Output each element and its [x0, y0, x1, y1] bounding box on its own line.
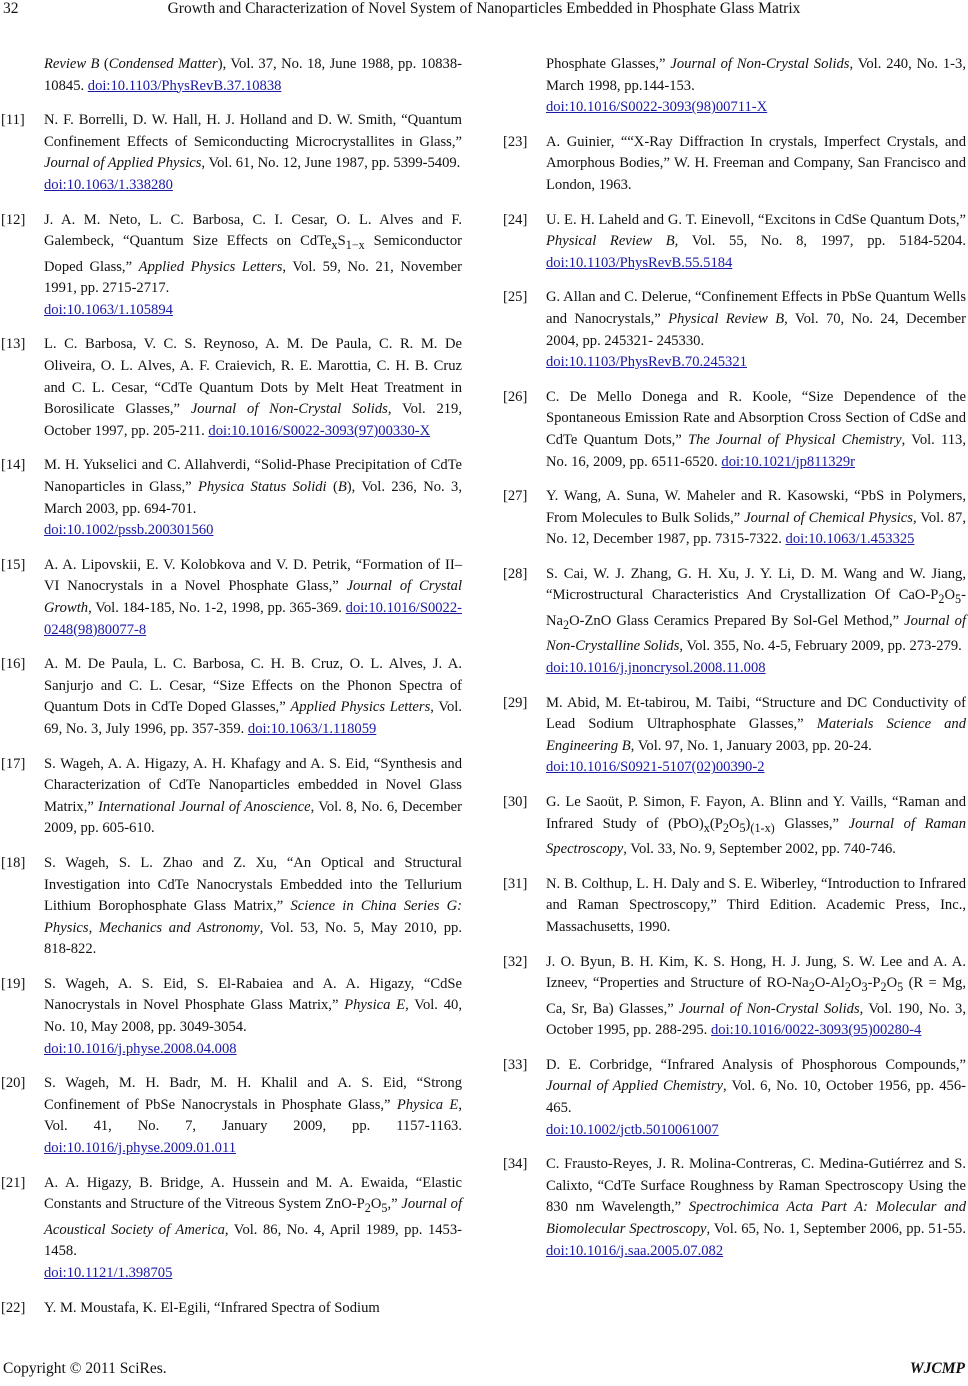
- reference-entry: [0, 654, 462, 740]
- copyright-notice: Copyright © 2011 SciRes.: [3, 1360, 167, 1377]
- citation-text: S. Wageh, M. H. Badr, M. H. Khalil and A. S. Eid, “Strong Confinement of PbSe Nanocrystals in Phosphate Glass,” Physica E, Vol. 41, No. 7, January 2009, pp. 1157-1163.: [44, 1075, 462, 1135]
- citation-text: G. Allan and C. Delerue, “Confinement Effects in PbSe Quantum Wells and Nanocrystals,” Physical Review B, Vol. 70, No. 24, December 2004, pp. 245321- 245330.: [546, 289, 966, 349]
- reference-entry: [502, 54, 966, 119]
- citation-text: J. O. Byun, B. H. Kim, K. S. Hong, H. J. Jung, S. W. Lee and A. A. Izneev, “Properties and Structure of $RO-Na_2O-Al_2O_3-P_2O_5$ (R = Mg, Ca, Sr, Ba) Glasses,” Journal of Non-Crystal Solids, Vol. 190, No. 3, October 1995, pp. 288-295.: [546, 953, 966, 1039]
- reference-entry: [0, 110, 462, 196]
- page-number: 32: [3, 0, 19, 17]
- citation-text: D. E. Corbridge, “Infrared Analysis of Phosphorous Compounds,” Journal of Applied Chemistry, Vol. 6, No. 10, October 1956, pp. 456-465.: [546, 1056, 966, 1116]
- citation-text: A. A. Higazy, B. Bridge, A. Hussein and M. A. Ewaida, “Elastic Constants and Structure of the Vitreous System ZnO-$P_2O_5$,” Journal of Acoustical Society of America, Vol. 86, No. 4, April 1989, pp. 1453-1458.: [44, 1174, 463, 1260]
- citation-text: A. A. Lipovskii, E. V. Kolobkova and V. D. Petrik, “Formation of II–VI Nanocrystals in a Novel Phosphate Glass,” Journal of Crystal Growth, Vol. 184-185, No. 1-2, 1998, pp. 365-369.: [44, 556, 463, 616]
- reference-text: [44, 1073, 462, 1159]
- reference-number: [31]: [503, 875, 528, 892]
- reference-number: [15]: [1, 556, 26, 573]
- doi-link[interactable]: doi:10.1016/S0022-0248(98)80077-8: [44, 599, 462, 638]
- journal-abbreviation: WJCMP: [909, 1360, 965, 1377]
- doi-link[interactable]: doi:10.1016/0022-3093(95)00280-4: [710, 1022, 922, 1039]
- citation-text: M. Abid, M. Et-tabirou, M. Taibi, “Structure and DC Conductivity of Lead Sodium Ultraphosphate Glasses,” Materials Science and Engineering B, Vol. 97, No. 1, January 2003, pp. 20-24.: [546, 694, 967, 754]
- reference-number: [24]: [503, 211, 528, 228]
- citation-text: L. C. Barbosa, V. C. S. Reynoso, A. M. De Paula, C. R. M. De Oliveira, O. L. Alves, A. F. Craievich, R. E. Marottia, C. H. B. Cruz and C. L. Cesar, “CdTe Quantum Dots by Melt Heat Treatment in Borosilicate Glasses,” Journal of Non-Crystal Solids, Vol. 219, October 1997, pp. 205-211.: [44, 336, 462, 439]
- reference-text: [546, 387, 966, 473]
- reference-entry: [0, 334, 462, 442]
- reference-number: [16]: [1, 656, 26, 673]
- page-footer: [0, 1360, 968, 1386]
- reference-number: [11]: [1, 112, 25, 129]
- doi-link[interactable]: doi:10.1016/S0022-3093(98)00711-X: [546, 99, 768, 116]
- doi-link[interactable]: doi:10.1016/S0921-5107(02)00390-2: [546, 759, 765, 776]
- reference-number: [20]: [1, 1075, 26, 1092]
- citation-text: S. Wageh, A. S. Eid, S. El-Rabaiea and A. A. Higazy, “CdSe Nanocrystals in Novel Phosphate Glass Matrix,” Physica E, Vol. 40, No. 10, May 2008, pp. 3049-3054.: [44, 975, 462, 1036]
- reference-number: [25]: [503, 289, 528, 306]
- reference-entry: [502, 874, 966, 939]
- reference-number: [33]: [503, 1056, 528, 1073]
- reference-text: [546, 952, 966, 1042]
- citation-text: Y. Wang, A. Suna, W. Maheler and R. Kasowski, “PbS in Polymers, From Molecules to Bulk Solids,” Journal of Chemical Physics, Vol. 87, No. 12, December 1987, pp. 7315-7322.: [546, 488, 966, 548]
- reference-number: [13]: [1, 336, 26, 353]
- doi-link[interactable]: doi:10.1121/1.398705: [44, 1264, 173, 1281]
- reference-number: [18]: [1, 854, 26, 871]
- doi-link[interactable]: doi:10.1016/j.physe.2009.01.011: [44, 1140, 237, 1157]
- reference-text: [44, 334, 462, 442]
- reference-number: [32]: [503, 953, 528, 970]
- reference-number: [34]: [503, 1156, 528, 1173]
- citation-text: Review B (Condensed Matter), Vol. 37, No. 18, June 1988, pp. 10838-10845.: [44, 56, 462, 94]
- reference-entry: [502, 693, 966, 779]
- reference-number: [21]: [1, 1174, 26, 1191]
- doi-link[interactable]: doi:10.1063/1.453325: [785, 531, 915, 548]
- reference-number: [17]: [1, 755, 26, 772]
- citation-text: N. B. Colthup, L. H. Daly and S. E. Wiberley, “Introduction to Infrared and Raman Spectroscopy,” Third Edition. Academic Press, Inc., Massachusetts, 1990.: [546, 875, 966, 935]
- reference-entry: [502, 952, 966, 1042]
- reference-entry: [0, 1298, 462, 1320]
- reference-entry: [502, 210, 966, 275]
- doi-link[interactable]: doi:10.1063/1.338280: [44, 176, 173, 193]
- citation-text: A. Guinier, ““X-Ray Diffraction In crystals, Imperfect Crystals, and Amorphous Bodies,” W. H. Freeman and Company, San Francisco and London, 1963.: [546, 133, 966, 193]
- citation-text: C. De Mello Donega and R. Koole, “Size Dependence of the Spontaneous Emission Rate and Absorption Cross Section of CdSe and CdTe Quantum Dots,” The Journal of Physical Chemistry, Vol. 113, No. 16, 2009, pp. 6511-6520.: [546, 388, 966, 470]
- reference-entry: [502, 792, 966, 861]
- reference-entry: [0, 974, 462, 1060]
- reference-text: [44, 110, 462, 196]
- reference-number: [28]: [503, 565, 528, 582]
- reference-text: [546, 874, 966, 939]
- reference-text: [546, 287, 966, 373]
- reference-entry: [502, 486, 966, 551]
- reference-text: [0, 54, 462, 97]
- citation-text: N. F. Borrelli, D. W. Hall, H. J. Holland and D. W. Smith, “Quantum Confinement Effects of Semiconducting Microcrystallites in Glass,” Journal of Applied Physics, Vol. 61, No. 12, June 1987, pp. 5399-5409.: [44, 112, 462, 172]
- reference-text: [44, 1173, 462, 1285]
- doi-link[interactable]: doi:10.1063/1.105894: [44, 301, 173, 318]
- reference-entry: [0, 1173, 462, 1285]
- reference-text: [44, 455, 462, 541]
- reference-text: [546, 1154, 966, 1262]
- reference-number: [22]: [1, 1299, 26, 1316]
- reference-number: [30]: [503, 794, 528, 811]
- running-title: Growth and Characterization of Novel System of Nanoparticles Embedded in Phosphate Glass Matrix: [167, 0, 801, 17]
- doi-link[interactable]: doi:10.1016/S0022-3093(97)00330-X: [208, 422, 431, 439]
- reference-text: [44, 555, 462, 641]
- citation-text: Phosphate Glasses,” Journal of Non-Crystal Solids, Vol. 240, No. 1-3, March 1998, pp.144-153.: [546, 56, 966, 94]
- reference-text: [546, 210, 966, 275]
- reference-entry: [502, 1055, 966, 1141]
- reference-text: [546, 486, 966, 551]
- reference-number: [19]: [1, 975, 26, 992]
- citation-text: M. H. Yukselici and C. Allahverdi, “Solid-Phase Precipitation of CdTe Nanoparticles in Glass,” Physica Status Solidi (B), Vol. 236, No. 3, March 2003, pp. 694-701.: [44, 457, 462, 517]
- reference-text: [546, 564, 966, 680]
- doi-link[interactable]: doi:10.1016/j.physe.2008.04.008: [44, 1040, 237, 1057]
- reference-entry: [502, 287, 966, 373]
- doi-link[interactable]: doi:10.1021/jp811329r: [721, 453, 856, 470]
- reference-number: [14]: [1, 457, 26, 474]
- doi-link[interactable]: doi:10.1063/1.118059: [247, 720, 377, 737]
- doi-link[interactable]: doi:10.1103/PhysRevB.70.245321: [546, 354, 747, 371]
- citation-text: S. Cai, W. J. Zhang, G. H. Xu, J. Y. Li, D. M. Wang and W. Jiang, “Microstructural Characteristics And Crystallization Of CaO-$P_2O_5-Na_2O$-ZnO Glass Ceramics Prepared By Sol-Gel Method,” Journal of Non-Crystalline Solids, Vol. 355, No. 4-5, February 2009, pp. 273-279.: [546, 565, 967, 655]
- citation-text: S. Wageh, A. A. Higazy, A. H. Khafagy and A. S. Eid, “Synthesis and Characterization of CdTe Nanoparticles embedded in Novel Glass Matrix,” International Journal of Anoscience, Vol. 8, No. 6, December 2009, pp. 605-610.: [44, 755, 462, 837]
- doi-link[interactable]: doi:10.1002/jctb.5010061007: [546, 1121, 719, 1138]
- reference-number: [23]: [503, 133, 528, 150]
- reference-text: [44, 754, 462, 840]
- citation-text: A. M. De Paula, L. C. Barbosa, C. H. B. Cruz, O. L. Alves, J. A. Sanjurjo and C. L. Cesar, “Size Effects on the Phonon Spectra of Quantum Dots in CdTe Doped Glasses,” Applied Physics Letters, Vol. 69, No. 3, July 1996, pp. 357-359.: [44, 656, 462, 737]
- reference-entry: [0, 210, 462, 322]
- reference-number: [27]: [503, 488, 528, 505]
- doi-link[interactable]: doi:10.1002/pssb.200301560: [44, 522, 214, 539]
- reference-text: [44, 654, 462, 740]
- reference-text: [44, 210, 462, 322]
- reference-text: [546, 1055, 966, 1141]
- citation-text: Y. M. Moustafa, K. El-Egili, “Infrared Spectra of Sodium: [44, 1299, 380, 1316]
- reference-text: [44, 974, 462, 1060]
- reference-entry: [0, 455, 462, 541]
- doi-link[interactable]: doi:10.1016/j.saa.2005.07.082: [546, 1242, 724, 1259]
- reference-entry: [0, 54, 462, 97]
- citation-text: U. E. H. Laheld and G. T. Einevoll, “Excitons in CdSe Quantum Dots,” Physical Review B, Vol. 55, No. 8, 1997, pp. 5184-5204.: [546, 211, 966, 250]
- reference-entry: [0, 853, 462, 961]
- citation-text: S. Wageh, S. L. Zhao and Z. Xu, “An Optical and Structural Investigation into CdTe Nanocrystals Embedded into the Tellurium Lithium Borophosphate Glass Matrix,” Science in China Series G: Physics, Mechanics and Astronomy, Vol. 53, No. 5, May 2010, pp. 818-822.: [44, 854, 462, 958]
- citation-text: G. Le Saoüt, P. Simon, F. Fayon, A. Blinn and Y. Vaills, “Raman and Infrared Study of $(PbO)_x(P_2O_5)_{(1-x)}$ Glasses,” Journal of Raman Spectroscopy, Vol. 33, No. 9, September 2002, pp. 740-746.: [546, 794, 966, 858]
- doi-link[interactable]: doi:10.1103/PhysRevB.55.5184: [546, 254, 733, 271]
- reference-text: [546, 792, 966, 861]
- references-left-column: [0, 54, 462, 1332]
- reference-text: [44, 1298, 462, 1320]
- reference-text: [44, 853, 462, 961]
- reference-entry: [0, 1073, 462, 1159]
- reference-entry: [0, 555, 462, 641]
- reference-number: [26]: [503, 388, 528, 405]
- doi-link[interactable]: doi:10.1103/PhysRevB.37.10838: [87, 77, 282, 94]
- reference-entry: [502, 564, 966, 680]
- reference-number: [12]: [1, 211, 26, 228]
- reference-entry: [502, 387, 966, 473]
- doi-link[interactable]: doi:10.1016/j.jnoncrysol.2008.11.008: [546, 660, 766, 677]
- reference-text: [546, 132, 966, 197]
- reference-entry: [502, 132, 966, 197]
- reference-text: [546, 693, 966, 779]
- citation-text: C. Frausto-Reyes, J. R. Molina-Contreras, C. Medina-Gutiérrez and S. Calixto, “CdTe Surface Roughness by Raman Spectroscopy Using the 830 nm Wavelength,” Spectrochimica Acta Part A: Molecular and Biomolecular Spectroscopy, Vol. 65, No. 1, September 2006, pp. 51-55.: [546, 1156, 966, 1237]
- citation-text: J. A. M. Neto, L. C. Barbosa, C. I. Cesar, O. L. Alves and F. Galembeck, “Quantum Size Effects on $CdTe_xS_{1-x}$ Semiconductor Doped Glass,” Applied Physics Letters, Vol. 59, No. 21, November 1991, pp. 2715-2717.: [44, 211, 462, 297]
- references-right-column: [502, 54, 966, 1275]
- reference-text: [502, 54, 966, 119]
- reference-number: [29]: [503, 694, 528, 711]
- reference-entry: [502, 1154, 966, 1262]
- reference-entry: [0, 754, 462, 840]
- page-header: [0, 0, 968, 28]
